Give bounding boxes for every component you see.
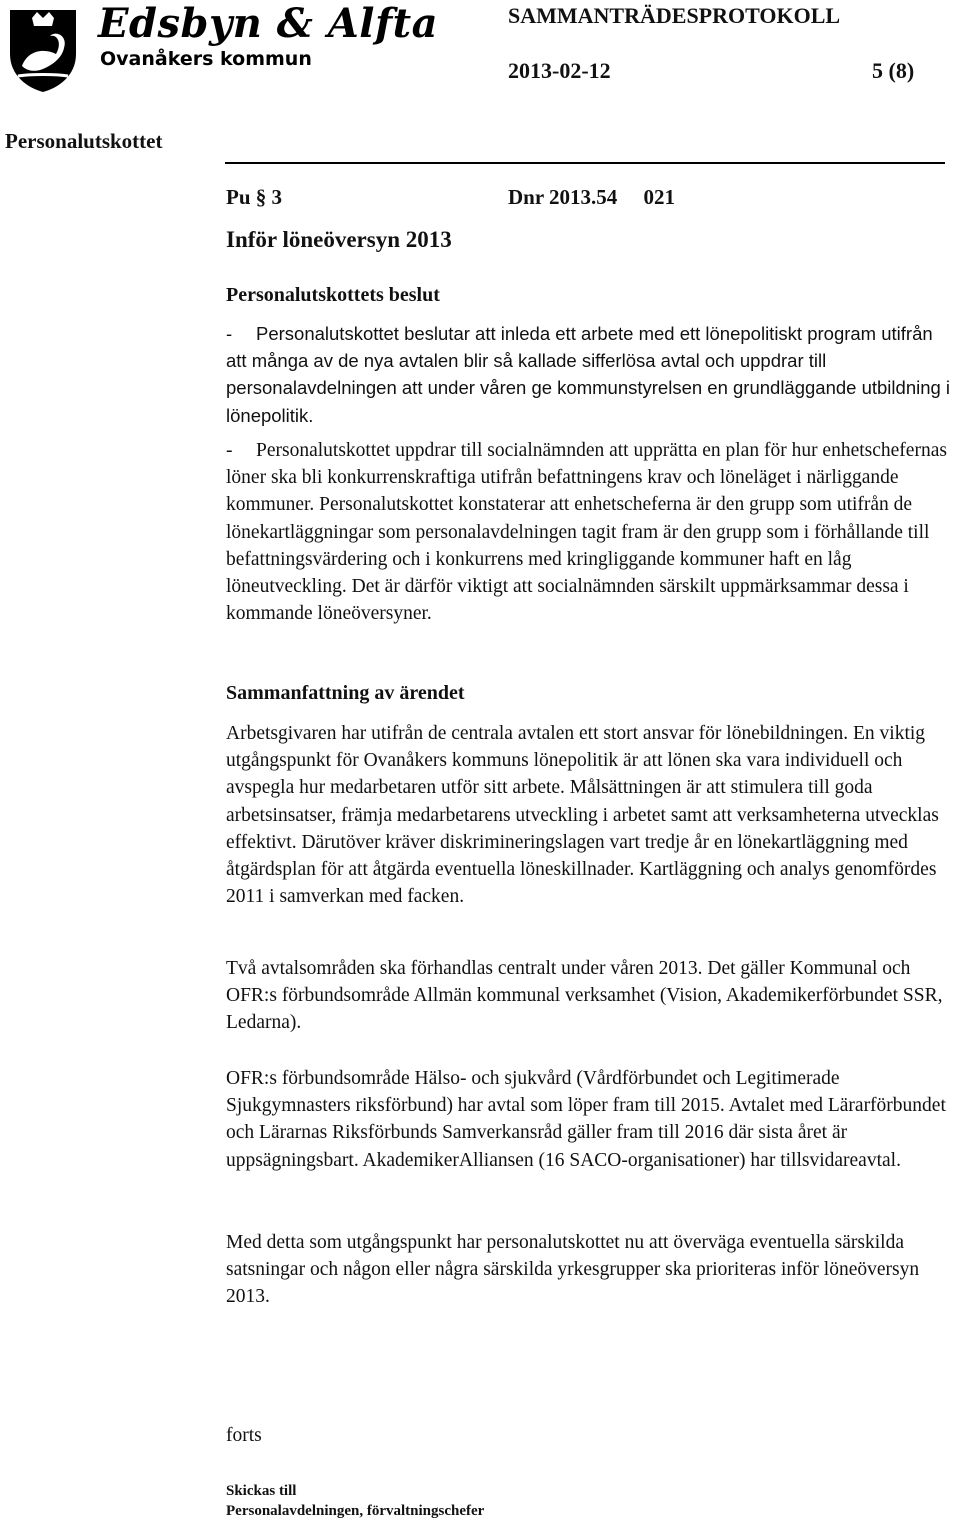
- decision-text: Personalutskottet beslutar att inleda ett arbete med ett lönepolitiskt program utifrån att många av de nya avtalen blir så kallade sifferlösa avtal och uppdrar till personalavdelningen att under våren ge kommunstyrelsen en grundläggande utbildning i lönepolitik.: [226, 323, 951, 426]
- page-number: 5 (8): [872, 58, 915, 83]
- meeting-date: 2013-02-12: [508, 58, 611, 83]
- swan-crown-emblem-icon: [6, 4, 88, 94]
- summary-paragraph: Arbetsgivaren har utifrån de centrala avtalen ett stort ansvar för lönebildningen. En viktig utgångspunkt för Ovanåkers kommuns lönepolitik är att lönen ska vara individuell och avspegla hur medarbetaren utför sitt arbete. Målsättningen är att stimulera till goda arbetsinsatser, främja medarbetarens utveckling i arbetet samt att verksamheterna utvecklas effektivt. Därutöver kräver diskrimineringslagen vart tredje år en lönekartläggning med åtgärdsplan för att åtgärda eventuella löneskillnader. Kartläggning och analys genomfördes 2011 i samverkan med facken.: [226, 723, 939, 908]
- logo-subtitle: Ovanåkers kommun: [100, 48, 312, 70]
- decision-heading: Personalutskottets beslut: [226, 284, 440, 306]
- summary-heading: Sammanfattning av ärendet: [226, 682, 465, 704]
- continued-note: forts: [226, 1425, 262, 1446]
- logo-title: Edsbyn & Alfta: [98, 0, 439, 47]
- paragraph-number: Pu § 3: [226, 185, 283, 209]
- summary-paragraph: OFR:s förbundsområde Hälso- och sjukvård (Vårdförbundet och Legitimerade Sjukgymnasters riksförbund) har avtal som löper fram till 2015. Avtalet med Lärarförbundet och Lärarnas Riksförbunds Samverkansråd gäller fram till 2016 där sista året är uppsägningsbart. AkademikerAlliansen (16 SACO-organisationer) har tillsvidareavtal.: [226, 1068, 946, 1171]
- distribution-label: Skickas till: [226, 1483, 297, 1499]
- municipality-logo: [6, 0, 439, 94]
- case-title: Inför löneöversyn 2013: [226, 227, 452, 252]
- distribution-recipients: Personalavdelningen, förvaltningschefer: [226, 1503, 485, 1519]
- decision-dash: -: [226, 323, 233, 344]
- header-divider: [225, 162, 945, 164]
- decision-dash: -: [226, 440, 233, 461]
- decision-item: [226, 437, 956, 627]
- decision-text: Personalutskottet uppdrar till socialnämnden att upprätta en plan för hur enhetschefernas löner ska bli konkurrenskraftiga utifrån befattningens krav och löneläget i närliggande kommuner. Personalutskottet konstaterar att enhetscheferna är den grupp som utifrån de lönekartläggningar som personalavdelningen tagit fram är den grupp som i förhållande till befattningsvärdering och i konkurrens med kringliggande kommuner haft en låg löneutveckling. Det är därför viktigt att socialnämnden särskilt uppmärksammar dessa i kommande löneöversyner.: [226, 440, 947, 625]
- document-type: SAMMANTRÄDESPROTOKOLL: [508, 3, 841, 28]
- committee-name: Personalutskottet: [5, 129, 163, 153]
- summary-paragraph: Med detta som utgångspunkt har personalutskottet nu att överväga eventuella särskilda satsningar och någon eller några särskilda yrkesgrupper ska prioriteras inför löneöversyn 2013.: [226, 1232, 920, 1308]
- decision-item: [226, 320, 956, 429]
- summary-paragraph: Två avtalsområden ska förhandlas centralt under våren 2013. Det gäller Kommunal och OFR:s förbundsområde Allmän kommunal verksamhet (Vision, Akademikerförbundet SSR, Ledarna).: [226, 958, 943, 1034]
- diary-number: Dnr 2013.54 021: [508, 185, 676, 209]
